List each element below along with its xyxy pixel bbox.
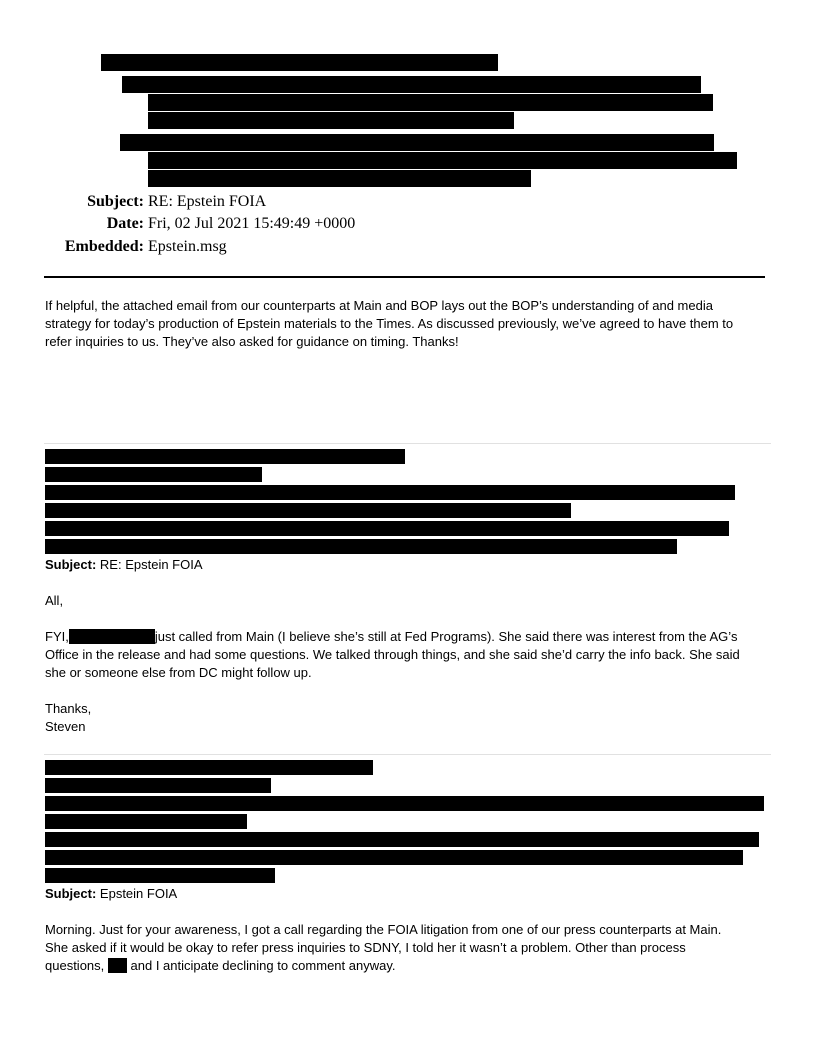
intro-line-1: If helpful, the attached email from our counterparts at Main and BOP lays out the BOP’s understanding of and media [45,298,713,313]
redaction-bar [120,134,714,151]
redaction-bar [45,850,743,865]
email2-line-3 [45,957,771,975]
header-embedded-value: Epstein.msg [148,238,227,255]
email1-name: Steven [45,719,86,734]
email1-subject-value: RE: Epstein FOIA [99,557,203,572]
email2-line-3-rest: and I anticipate declining to comment anyway. [130,958,396,973]
email1-signoff: Thanks, [45,701,92,716]
email1-line-2: Office in the release and had some questions. We talked through things, and she said she’d carry the info back. She said [45,647,740,662]
redaction-bar [45,467,262,482]
header-embedded-label: Embedded: [64,238,144,255]
email1-line-1 [45,628,771,646]
redaction-bar [45,449,405,464]
name-redaction [108,958,127,973]
email-divider [44,754,771,755]
email1-line-3: she or someone else from DC might follow up. [45,665,312,680]
email2-subject-row [45,885,771,903]
email2-subject-label: Subject: [45,886,97,901]
redaction-bar [122,76,701,93]
intro-line-3: refer inquiries to us. They’ve also asked for guidance on timing. Thanks! [45,334,459,349]
header-date-label: Date: [106,215,144,232]
name-redaction [69,629,155,644]
header-divider [44,276,765,278]
redaction-bar [148,170,531,187]
redaction-bar [45,760,373,775]
header-subject-row [40,192,740,212]
email2-subject-value: Epstein FOIA [99,886,178,901]
email1-fyi-prefix: FYI, [45,629,69,644]
email-divider [44,443,771,444]
redaction-bar [148,112,514,129]
header-subject-label: Subject: [87,193,144,210]
email2-line-3-prefix: questions, [45,958,105,973]
email1-fyi-rest: just called from Main (I believe she’s still at Fed Programs). She said there was interest from the AG’s [154,629,738,644]
redaction-bar [101,54,498,71]
redaction-bar [148,94,713,111]
email2-line-2: She asked if it would be okay to refer press inquiries to SDNY, I told her it wasn’t a problem. Other than process [45,940,686,955]
email1-subject-row [45,556,771,574]
redaction-bar [45,814,247,829]
intro-line-2: strategy for today’s production of Epstein materials to the Times. As discussed previously, we’ve agreed to have them to [45,316,734,331]
redaction-bar [45,796,764,811]
email1-subject-label: Subject: [45,557,97,572]
header-date-row [40,214,740,234]
header-subject-value: RE: Epstein FOIA [148,193,267,210]
redaction-bar [45,778,271,793]
redaction-bar [45,521,729,536]
redaction-bar [45,503,571,518]
redaction-bar [45,832,759,847]
header-embedded-row [40,237,740,257]
email1-greeting: All, [45,593,64,608]
redaction-bar [45,868,275,883]
redaction-bar [148,152,737,169]
redaction-bar [45,539,677,554]
redaction-bar [45,485,735,500]
email2-line-1: Morning. Just for your awareness, I got a call regarding the FOIA litigation from one of our press counterparts at Main. [45,922,722,937]
header-date-value: Fri, 02 Jul 2021 15:49:49 +0000 [148,215,356,232]
